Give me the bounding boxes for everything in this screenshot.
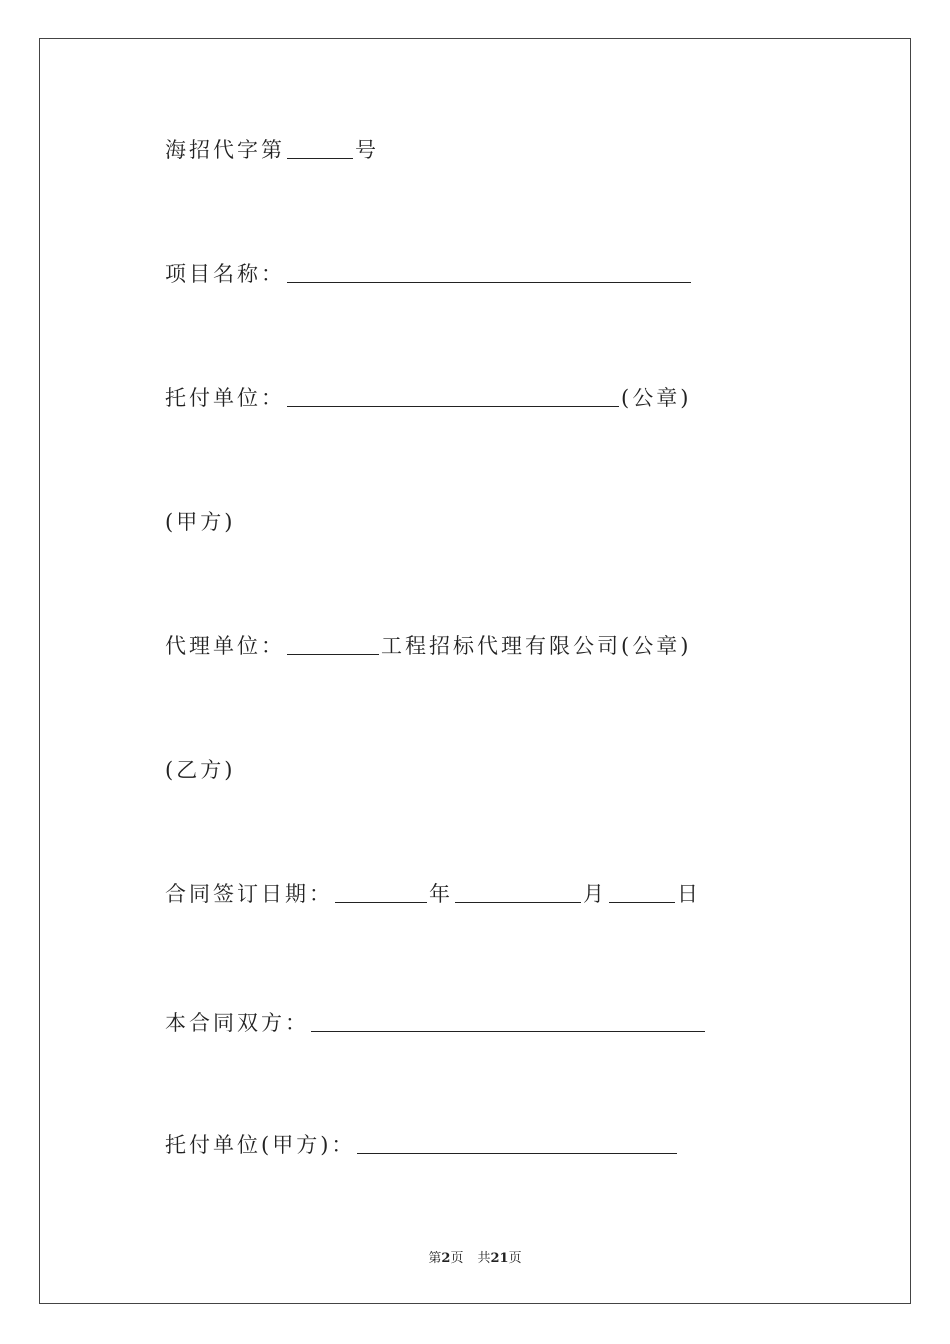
party-b-line (165, 755, 235, 785)
page-number: 2 (441, 1251, 451, 1266)
day-label: 日 (677, 882, 701, 906)
signing-date-line (165, 879, 701, 909)
contract-parties-blank[interactable] (311, 1011, 705, 1032)
total-prefix: 共 (477, 1251, 491, 1266)
entrusting-party-line (165, 383, 691, 413)
contract-parties-label: 本合同双方： (165, 1011, 309, 1035)
total-pages: 21 (490, 1251, 509, 1266)
month-label: 月 (583, 882, 607, 906)
month-blank[interactable] (455, 882, 581, 903)
entrusting-party-a-label: 托付单位(甲方)： (165, 1133, 356, 1157)
year-blank[interactable] (335, 882, 427, 903)
entrusting-party-label: 托付单位： (165, 386, 285, 410)
contract-parties-line (165, 1008, 707, 1038)
party-b-label: (乙方) (165, 758, 236, 782)
agent-party-company: 工程招标代理有限公司(公章) (381, 634, 692, 658)
page-footer (0, 1247, 950, 1266)
document-number-prefix: 海招代字第 (165, 138, 285, 162)
year-label: 年 (429, 882, 453, 906)
document-number-blank[interactable] (287, 138, 353, 159)
project-name-label: 项目名称： (165, 262, 285, 286)
party-a-line (165, 507, 235, 537)
entrusting-party-a-blank[interactable] (357, 1133, 677, 1154)
project-name-blank[interactable] (287, 262, 691, 283)
document-number-line (165, 135, 379, 165)
signing-date-label: 合同签订日期： (165, 882, 333, 906)
party-a-label: (甲方) (165, 510, 236, 534)
agent-party-line (165, 631, 691, 661)
page-prefix: 第 (428, 1251, 442, 1266)
entrusting-party-a-line (165, 1130, 679, 1160)
agent-party-blank[interactable] (287, 634, 379, 655)
day-blank[interactable] (609, 882, 675, 903)
total-suffix: 页 (508, 1251, 522, 1266)
page-border (39, 38, 911, 1304)
project-name-line (165, 259, 693, 289)
entrusting-party-blank[interactable] (287, 386, 619, 407)
page-suffix: 页 (450, 1251, 464, 1266)
entrusting-party-seal: (公章) (621, 386, 692, 410)
document-number-suffix: 号 (355, 138, 379, 162)
agent-party-label: 代理单位： (165, 634, 285, 658)
